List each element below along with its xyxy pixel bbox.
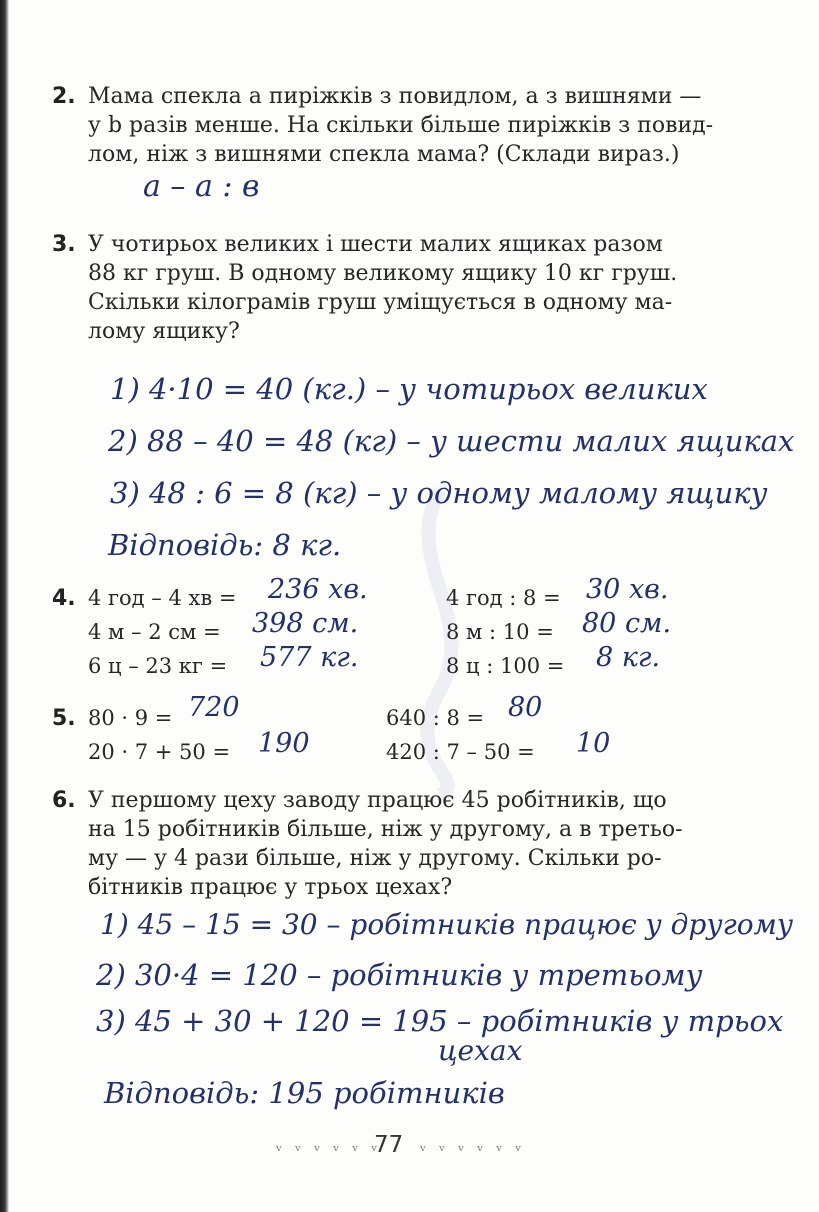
- ornament-left: ᵥ ᵥ ᵥ ᵥ ᵥ ᵥ: [276, 1136, 382, 1155]
- problem-text-line: бітників працює у трьох цехах?: [88, 875, 453, 900]
- handwritten-answer: Відповідь: 195 робітників: [104, 1076, 505, 1110]
- handwritten-solution-line: цехах: [438, 1034, 523, 1067]
- handwritten-answer: 8 кг.: [596, 642, 661, 673]
- handwritten-answer: 80: [508, 692, 543, 723]
- ornament-right: ᵥ ᵥ ᵥ ᵥ ᵥ ᵥ: [420, 1136, 526, 1155]
- handwritten-solution-line: 1) 4·10 = 40 (кг.) – у чотирьох великих: [110, 372, 708, 406]
- handwritten-solution-line: 2) 88 – 40 = 48 (кг) – у шести малих ящиках: [108, 424, 795, 458]
- handwritten-answer: 30 хв.: [586, 574, 669, 605]
- problem-text-line: му — у 4 рази більше, ніж у другому. Скільки ро-: [88, 846, 662, 871]
- exercise-expression: 80 · 9 =: [88, 706, 173, 730]
- exercise-expression: 4 м – 2 см =: [88, 620, 221, 644]
- problem-text-line: Мама спекла a пиріжків з повидлом, а з вишнями —: [88, 84, 702, 109]
- exercise-expression: 20 · 7 + 50 =: [88, 740, 231, 764]
- handwritten-solution-line: 2) 30·4 = 120 – робітників у третьому: [96, 958, 703, 992]
- exercise-expression: 8 ц : 100 =: [446, 654, 565, 678]
- problem-number: 4.: [52, 586, 76, 611]
- page-binding-shadow: [0, 0, 9, 1212]
- handwritten-answer: 10: [576, 728, 611, 759]
- handwritten-answer: 398 см.: [252, 608, 359, 639]
- problem-text-line: 88 кг груш. В одному великому ящику 10 кг груш.: [88, 261, 678, 286]
- handwritten-answer: 190: [258, 728, 310, 759]
- problem-text-line: у b разів менше. На скільки більше пиріжків з повид-: [88, 113, 714, 138]
- handwritten-answer: 577 кг.: [260, 642, 359, 673]
- page-number: 77: [374, 1132, 404, 1158]
- problem-number: 5.: [52, 706, 76, 731]
- handwritten-solution-line: 3) 45 + 30 + 120 = 195 – робітників у трьох: [96, 1004, 784, 1038]
- exercise-expression: 4 год : 8 =: [446, 586, 561, 610]
- page-footer: [0, 1132, 819, 1162]
- exercise-expression: 420 : 7 – 50 =: [386, 740, 535, 764]
- problem-text-line: Скільки кілограмів груш уміщується в одному ма-: [88, 290, 673, 315]
- exercise-expression: 6 ц – 23 кг =: [88, 654, 228, 678]
- problem-number: 6.: [52, 788, 76, 813]
- handwritten-solution-line: 3) 48 : 6 = 8 (кг) – у одному малому ящику: [110, 476, 768, 510]
- exercise-expression: 640 : 8 =: [386, 706, 485, 730]
- problem-text-line: У чотирьох великих і шести малих ящиках разом: [88, 232, 663, 257]
- handwritten-solution-line: 1) 45 – 15 = 30 – робітників працює у другому: [100, 908, 794, 941]
- problem-text-line: на 15 робітників більше, ніж у другому, а в третьо-: [88, 817, 683, 842]
- problem-text-line: лом, ніж з вишнями спекла мама? (Склади вираз.): [88, 142, 680, 167]
- problem-text-line: лому ящику?: [88, 319, 240, 344]
- handwritten-answer: Відповідь: 8 кг.: [108, 528, 342, 562]
- handwritten-answer: 236 хв.: [268, 574, 368, 605]
- handwritten-answer: 80 см.: [582, 608, 672, 639]
- handwritten-answer: 720: [188, 692, 240, 723]
- problem-number: 2.: [52, 84, 76, 109]
- problem-text-line: У першому цеху заводу працює 45 робітників, що: [88, 788, 667, 813]
- exercise-expression: 8 м : 10 =: [446, 620, 554, 644]
- problem-number: 3.: [52, 232, 76, 257]
- handwritten-answer: a – a : в: [143, 169, 260, 204]
- exercise-expression: 4 год – 4 хв =: [88, 586, 237, 610]
